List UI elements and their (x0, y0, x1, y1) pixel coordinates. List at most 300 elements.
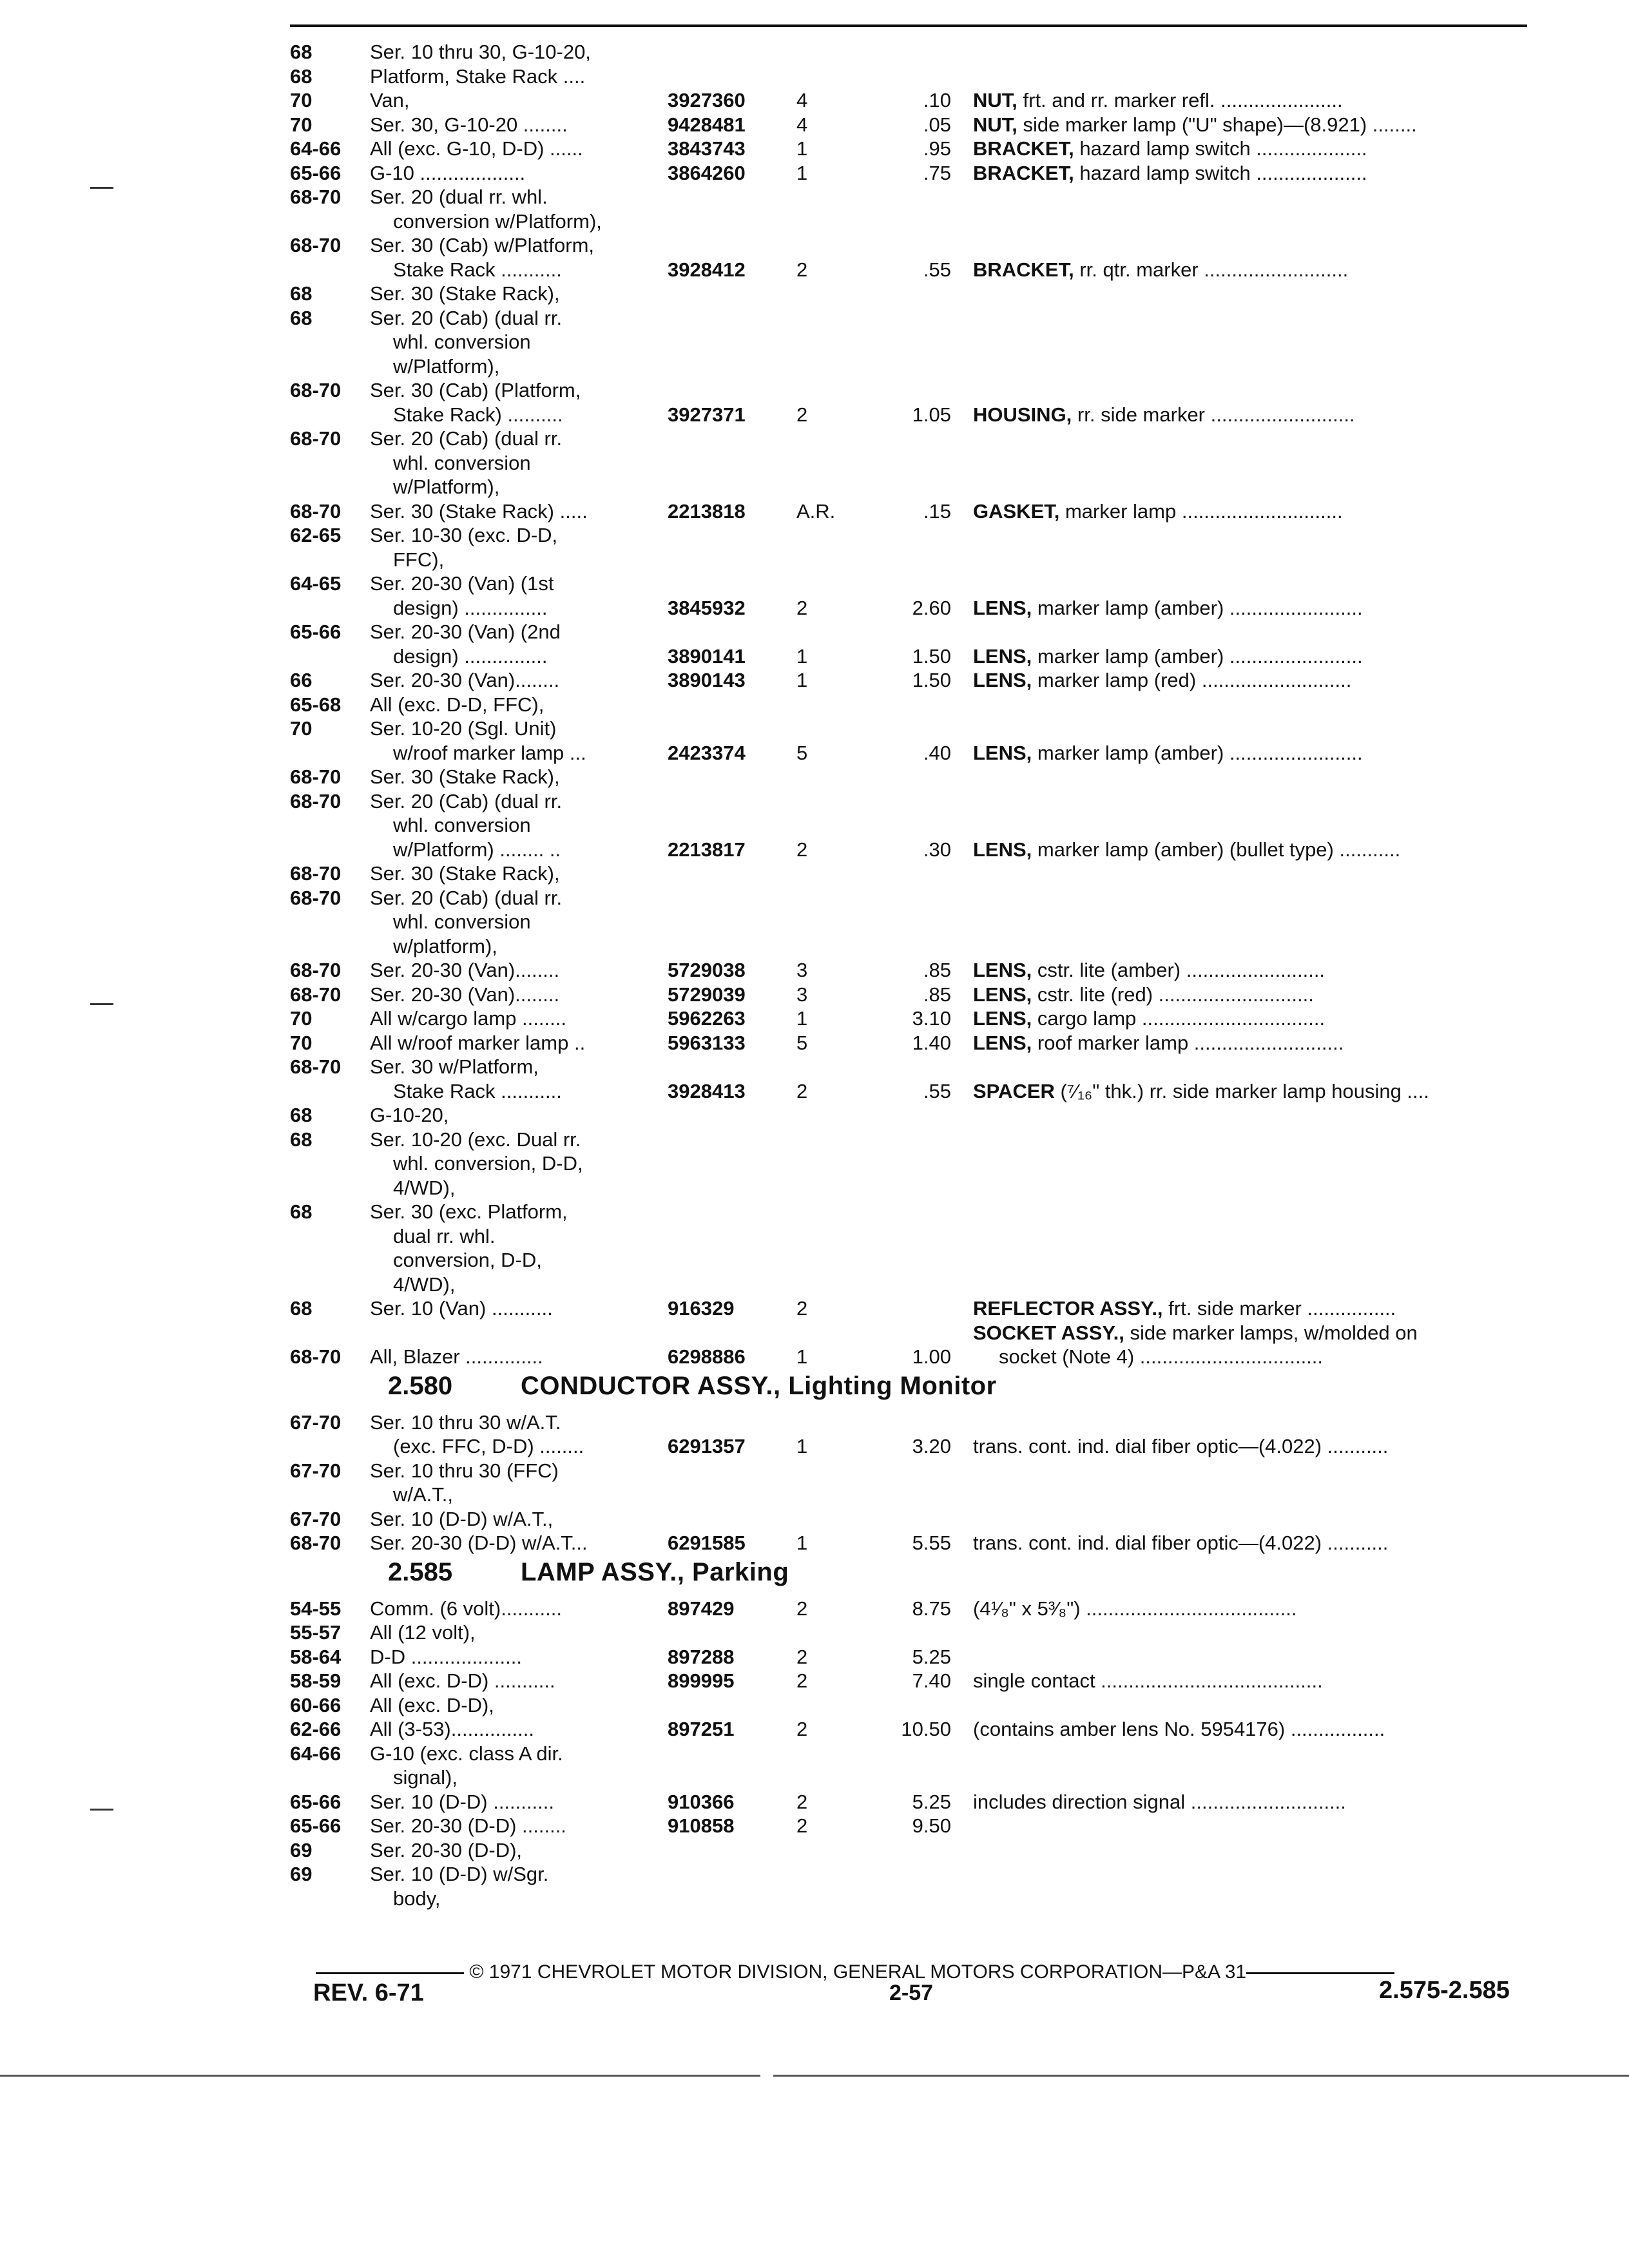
price: .85 (923, 983, 951, 1006)
application-list (290, 523, 668, 620)
price: 5.55 (912, 1532, 951, 1554)
application-desc: w/Platform), (393, 354, 500, 378)
application-desc: Ser. 20 (Cab) (dual rr. (370, 886, 563, 909)
price: 1.00 (912, 1345, 951, 1368)
model-year (290, 1224, 370, 1249)
part-number: 3890143 (668, 669, 746, 691)
application-list (290, 1459, 668, 1555)
parts-entry (290, 983, 1553, 1007)
application-line (290, 161, 668, 186)
part-description (951, 258, 1553, 282)
parts-entry (290, 765, 1553, 861)
parts-entry (290, 427, 1553, 523)
description-line-2: socket (Note 4) ................................. (999, 1345, 1324, 1368)
parts-entry (290, 282, 1553, 427)
application-line (290, 185, 668, 209)
application-line (290, 1345, 668, 1369)
model-year (290, 1079, 370, 1104)
application-line (290, 934, 668, 959)
application-line (290, 1434, 668, 1459)
application-line (290, 40, 668, 64)
model-year (290, 1434, 370, 1459)
application-desc: Ser. 30 (Cab) w/Platform, (370, 234, 595, 256)
application-desc: D-D .................... (370, 1645, 522, 1668)
parts-entry (290, 137, 1553, 161)
model-year (290, 475, 370, 499)
part-number: 2213818 (668, 499, 746, 523)
part-detail: cstr. lite (amber) ......................... (1032, 959, 1325, 981)
application-desc: design) ............... (393, 596, 548, 619)
quantity: 2 (796, 1645, 808, 1668)
application-desc: Ser. 10 thru 30 (FFC) (370, 1459, 559, 1482)
price: 1.40 (912, 1031, 951, 1054)
part-detail: side marker lamp ("U" shape)—(8.921) ........ (1017, 113, 1417, 136)
part-description (951, 1031, 1553, 1055)
model-year: 70 (290, 717, 313, 740)
application-list (290, 113, 668, 137)
price: 1.05 (912, 403, 951, 426)
application-line (290, 451, 668, 476)
part-number: 3890141 (668, 644, 746, 668)
application-desc: Ser. 20-30 (D-D) ........ (370, 1814, 566, 1837)
application-desc: Van, (370, 89, 410, 111)
application-line (290, 1031, 668, 1055)
application-desc: Ser. 10 (D-D) w/A.T., (370, 1507, 554, 1530)
part-description (951, 403, 1553, 427)
part-number: 5729039 (668, 983, 746, 1006)
parts-entry (290, 185, 1553, 282)
application-desc: (exc. FFC, D-D) ........ (393, 1435, 584, 1457)
application-line (290, 1645, 668, 1669)
model-year: 65-66 (290, 620, 342, 643)
price: 5.25 (912, 1645, 951, 1668)
part-name: SPACER (973, 1079, 1055, 1102)
application-line (290, 1765, 668, 1790)
part-description (951, 113, 1553, 137)
application-list (290, 185, 668, 282)
application-desc: 4/WD), (393, 1273, 456, 1296)
application-desc: Ser. 20 (Cab) (dual rr. (370, 427, 563, 450)
application-line (290, 1248, 668, 1273)
model-year: 65-66 (290, 161, 342, 184)
part-description (951, 1531, 1553, 1555)
parts-entry (290, 523, 1553, 620)
model-year: 64-65 (290, 572, 342, 595)
application-line (290, 1717, 668, 1742)
top-rule (290, 24, 1527, 27)
model-year (290, 209, 370, 234)
parts-entry (290, 1814, 1553, 1838)
model-year: 54-55 (290, 1597, 342, 1620)
application-list (290, 1620, 668, 1669)
application-desc: Stake Rack ........... (393, 258, 562, 281)
quantity: 2 (796, 258, 808, 281)
parts-entry (290, 1597, 1553, 1621)
application-line (290, 378, 668, 403)
model-year (290, 451, 370, 476)
section-number: 2.585 (388, 1557, 453, 1586)
section-range: 2.575-2.585 (1379, 1977, 1510, 2004)
model-year: 70 (290, 113, 313, 136)
application-desc: whl. conversion (393, 331, 531, 353)
application-desc: Ser. 30 (Stake Rack), (370, 862, 560, 885)
part-name: LENS, (973, 669, 1032, 691)
price: 1.50 (912, 669, 951, 691)
application-line (290, 1103, 668, 1128)
part-detail: trans. cont. ind. dial fiber optic—(4.022) ........... (973, 1435, 1389, 1457)
parts-entry (290, 1693, 1553, 1742)
parts-entry (290, 1838, 1553, 1911)
quantity: 4 (796, 89, 808, 111)
model-year (290, 1273, 370, 1297)
model-year (290, 813, 370, 838)
application-desc: Ser. 30 (exc. Platform, (370, 1200, 568, 1223)
part-number: 3927360 (668, 89, 746, 111)
description-line (973, 1597, 1553, 1621)
price: .85 (923, 959, 951, 981)
application-desc: Ser. 10-20 (Sgl. Unit) (370, 717, 557, 740)
model-year: 64-66 (290, 137, 342, 160)
application-desc: signal), (393, 1766, 458, 1789)
model-year: 65-68 (290, 693, 342, 716)
part-detail: frt. and rr. marker refl. ...................... (1017, 89, 1343, 111)
application-line (290, 1814, 668, 1838)
part-detail: marker lamp (red) ........................... (1032, 669, 1352, 691)
application-desc: design) ............... (393, 644, 548, 668)
part-detail: (⁷⁄₁₆" thk.) rr. side marker lamp housing .... (1054, 1079, 1429, 1102)
part-number: 6291357 (668, 1435, 746, 1457)
parts-entry (290, 1321, 1553, 1369)
application-list (290, 1742, 668, 1814)
part-number: 910858 (668, 1814, 735, 1837)
part-detail: trans. cont. ind. dial fiber optic—(4.022) ........... (973, 1532, 1389, 1554)
quantity: 2 (796, 1718, 808, 1740)
description-line (973, 1790, 1553, 1814)
model-year: 70 (290, 89, 313, 111)
application-line (290, 716, 668, 741)
part-number: 897429 (668, 1597, 735, 1620)
application-line (290, 1887, 668, 1911)
model-year: 68-70 (290, 959, 342, 981)
application-line (290, 813, 668, 838)
application-line (290, 113, 668, 137)
application-list (290, 1103, 668, 1321)
application-line (290, 1531, 668, 1555)
application-desc: All (exc. D-D, FFC), (370, 693, 545, 716)
application-line (290, 330, 668, 354)
part-description (951, 983, 1553, 1007)
application-list (290, 1814, 668, 1838)
parts-group-2580 (290, 1410, 1553, 1555)
part-number: 899995 (668, 1669, 735, 1692)
parts-entry (290, 1410, 1553, 1459)
model-year (290, 1765, 370, 1790)
copyright-line (316, 1961, 1394, 1983)
quantity: 1 (796, 137, 808, 160)
model-year: 68-70 (290, 789, 342, 812)
description-line (973, 403, 1553, 427)
model-year (290, 354, 370, 379)
application-line (290, 596, 668, 620)
part-name: GASKET, (973, 499, 1060, 523)
application-line (290, 499, 668, 524)
application-line (290, 1224, 668, 1249)
application-desc: All, Blazer .............. (370, 1345, 543, 1368)
parts-entry (290, 1459, 1553, 1555)
part-number: 3927371 (668, 403, 746, 426)
model-year: 68-70 (290, 379, 342, 401)
part-detail: rr. side marker .......................... (1072, 403, 1355, 426)
model-year: 68-70 (290, 234, 342, 256)
parts-entry (290, 1006, 1553, 1031)
application-desc: whl. conversion, D-D, (393, 1152, 583, 1175)
copyright-text: © 1971 CHEVROLET MOTOR DIVISION, GENERAL MOTORS CORPORATION—P&A 31 (469, 1961, 1247, 1983)
part-name: REFLECTOR ASSY., (973, 1297, 1163, 1320)
application-line (290, 910, 668, 934)
application-line (290, 1151, 668, 1176)
description-line (973, 1296, 1553, 1321)
application-line (290, 258, 668, 282)
model-year (290, 258, 370, 282)
application-list (290, 1693, 668, 1742)
description-line (973, 983, 1553, 1007)
quantity: 1 (796, 1007, 808, 1030)
application-list (290, 668, 668, 693)
part-description (951, 88, 1553, 113)
part-number: 3928412 (668, 258, 746, 281)
model-year: 68-70 (290, 186, 342, 208)
application-desc: Ser. 20-30 (D-D) w/A.T... (370, 1532, 588, 1554)
application-line (290, 1669, 668, 1693)
application-line (290, 523, 668, 548)
application-desc: whl. conversion (393, 910, 531, 933)
parts-entry (290, 1620, 1553, 1669)
part-name: SOCKET ASSY., (973, 1321, 1124, 1344)
price: .75 (923, 161, 951, 184)
part-detail: cargo lamp ................................. (1032, 1007, 1325, 1030)
quantity: 2 (796, 1597, 808, 1620)
model-year (290, 403, 370, 427)
model-year: 70 (290, 1031, 313, 1054)
application-line (290, 886, 668, 910)
model-year: 68-70 (290, 862, 342, 885)
application-desc: G-10 ................... (370, 161, 526, 184)
application-line (290, 1459, 668, 1483)
description-line (973, 161, 1553, 186)
application-line (290, 233, 668, 258)
application-desc: body, (393, 1887, 441, 1910)
part-description (951, 161, 1553, 186)
application-list (290, 765, 668, 861)
page-number: 2-57 (889, 1981, 934, 2005)
model-year: 58-64 (290, 1645, 342, 1668)
part-name: BRACKET, (973, 258, 1074, 281)
application-line (290, 838, 668, 862)
price: 7.40 (912, 1669, 951, 1692)
part-number: 3845932 (668, 596, 746, 619)
price: 9.50 (912, 1814, 951, 1837)
application-desc: Ser. 20-30 (Van)........ (370, 669, 560, 691)
part-detail: (4¹⁄₈" x 5³⁄₈") ...................................... (973, 1597, 1297, 1620)
price: 1.50 (912, 644, 951, 668)
application-line (290, 1200, 668, 1224)
part-name: HOUSING, (973, 403, 1072, 426)
part-number: 5963133 (668, 1031, 746, 1054)
parts-entry (290, 668, 1553, 693)
part-detail: marker lamp (amber) (bullet type) ........... (1032, 838, 1401, 861)
application-line (290, 88, 668, 113)
parts-entry (290, 161, 1553, 186)
part-detail: frt. side marker ................ (1162, 1297, 1396, 1320)
quantity: 2 (796, 596, 808, 619)
part-name: NUT, (973, 89, 1017, 111)
description-line (973, 1321, 1553, 1345)
model-year: 64-66 (290, 1742, 342, 1765)
application-desc: All (exc. D-D) ........... (370, 1669, 555, 1692)
price: .05 (923, 113, 951, 136)
price: .95 (923, 137, 951, 160)
application-desc: Ser. 10-20 (exc. Dual rr. (370, 1128, 581, 1151)
quantity: 5 (796, 1031, 808, 1054)
quantity: 1 (796, 1532, 808, 1554)
model-year: 60-66 (290, 1693, 342, 1716)
application-desc: Ser. 30 (Stake Rack), (370, 282, 560, 305)
model-year: 68-70 (290, 886, 342, 909)
application-list (290, 40, 668, 113)
description-line (973, 1006, 1553, 1031)
model-year (290, 1151, 370, 1176)
section-header-2585 (290, 1555, 1553, 1597)
part-description (951, 1434, 1553, 1459)
description-line (973, 1031, 1553, 1055)
parts-entry (290, 1055, 1553, 1103)
quantity: 2 (796, 1790, 808, 1813)
application-desc: Ser. 20-30 (Van) (2nd (370, 620, 561, 643)
model-year: 58-59 (290, 1669, 342, 1692)
part-name: LENS, (973, 1031, 1032, 1054)
part-number: 897251 (668, 1718, 735, 1740)
quantity: 4 (796, 113, 808, 136)
model-year: 65-66 (290, 1790, 342, 1813)
application-list (290, 620, 668, 668)
model-year: 65-66 (290, 1814, 342, 1837)
model-year (290, 934, 370, 959)
model-year: 68-70 (290, 427, 342, 450)
part-detail: side marker lamps, w/molded on (1124, 1321, 1418, 1344)
application-desc: All (12 volt), (370, 1621, 476, 1644)
description-line (973, 88, 1553, 113)
parts-entry (290, 620, 1553, 668)
description-line (973, 958, 1553, 983)
application-desc: conversion w/Platform), (393, 209, 602, 233)
application-desc: w/roof marker lamp ... (393, 741, 586, 764)
application-desc: All (exc. G-10, D-D) ...... (370, 137, 583, 160)
application-line (290, 475, 668, 499)
description-line (973, 644, 1553, 669)
part-number: 6291585 (668, 1532, 746, 1554)
footer-rule (1246, 1972, 1394, 1974)
application-line (290, 789, 668, 814)
part-detail: hazard lamp switch .................... (1074, 161, 1367, 184)
section-title: CONDUCTOR ASSY., Lighting Monitor (521, 1371, 997, 1400)
part-detail: marker lamp ............................. (1059, 499, 1343, 523)
application-desc: w/platform), (393, 934, 497, 957)
application-line (290, 693, 668, 717)
description-line (973, 741, 1553, 765)
model-year: 68 (290, 41, 313, 63)
application-line (290, 741, 668, 765)
parts-entry (290, 1031, 1553, 1055)
section-header-2580 (290, 1369, 1553, 1410)
description-line (973, 596, 1553, 620)
parts-entry (290, 1103, 1553, 1321)
application-line (290, 1006, 668, 1031)
application-desc: Ser. 30, G-10-20 ........ (370, 113, 568, 136)
price: .15 (923, 499, 951, 523)
part-description (951, 137, 1553, 161)
part-name: LENS, (973, 959, 1032, 981)
application-list (290, 1031, 668, 1055)
model-year: 68-70 (290, 1055, 342, 1078)
model-year: 68 (290, 1297, 313, 1320)
application-line (290, 765, 668, 789)
part-description (951, 1717, 1553, 1742)
part-name: LENS, (973, 741, 1032, 764)
price: 3.20 (912, 1435, 951, 1457)
application-line (290, 958, 668, 983)
price: 10.50 (901, 1718, 951, 1740)
model-year (290, 644, 370, 669)
application-line (290, 282, 668, 306)
application-list (290, 1006, 668, 1031)
parts-entry (290, 1742, 1553, 1814)
description-line (973, 1079, 1553, 1104)
model-year: 68 (290, 1200, 313, 1223)
parts-entry (290, 693, 1553, 765)
section-title: LAMP ASSY., Parking (521, 1557, 789, 1586)
application-line (290, 1790, 668, 1814)
price: 5.25 (912, 1790, 951, 1813)
quantity: A.R. (796, 499, 836, 523)
parts-entry (290, 861, 1553, 983)
application-desc: G-10 (exc. class A dir. (370, 1742, 563, 1765)
model-year: 68-70 (290, 983, 342, 1006)
part-number: 2213817 (668, 838, 746, 861)
application-list (290, 693, 668, 765)
part-detail: hazard lamp switch .................... (1074, 137, 1367, 160)
application-list (290, 983, 668, 1007)
bottom-rule (773, 2075, 1629, 2077)
part-description (951, 499, 1553, 524)
application-line (290, 1483, 668, 1507)
application-line (290, 1273, 668, 1297)
model-year: 69 (290, 1863, 313, 1885)
part-number: 3864260 (668, 161, 746, 184)
footer-rule (316, 1972, 464, 1974)
price: .30 (923, 838, 951, 861)
quantity: 3 (796, 983, 808, 1006)
application-line (290, 620, 668, 644)
application-desc: Ser. 20 (Cab) (dual rr. (370, 789, 563, 812)
quantity: 1 (796, 1345, 808, 1368)
application-desc: whl. conversion (393, 814, 531, 836)
description-line (973, 258, 1553, 282)
part-detail: marker lamp (amber) ........................ (1032, 596, 1363, 619)
application-list (290, 161, 668, 186)
section-number: 2.580 (388, 1371, 453, 1400)
quantity: 1 (796, 669, 808, 691)
application-desc: conversion, D-D, (393, 1249, 542, 1271)
